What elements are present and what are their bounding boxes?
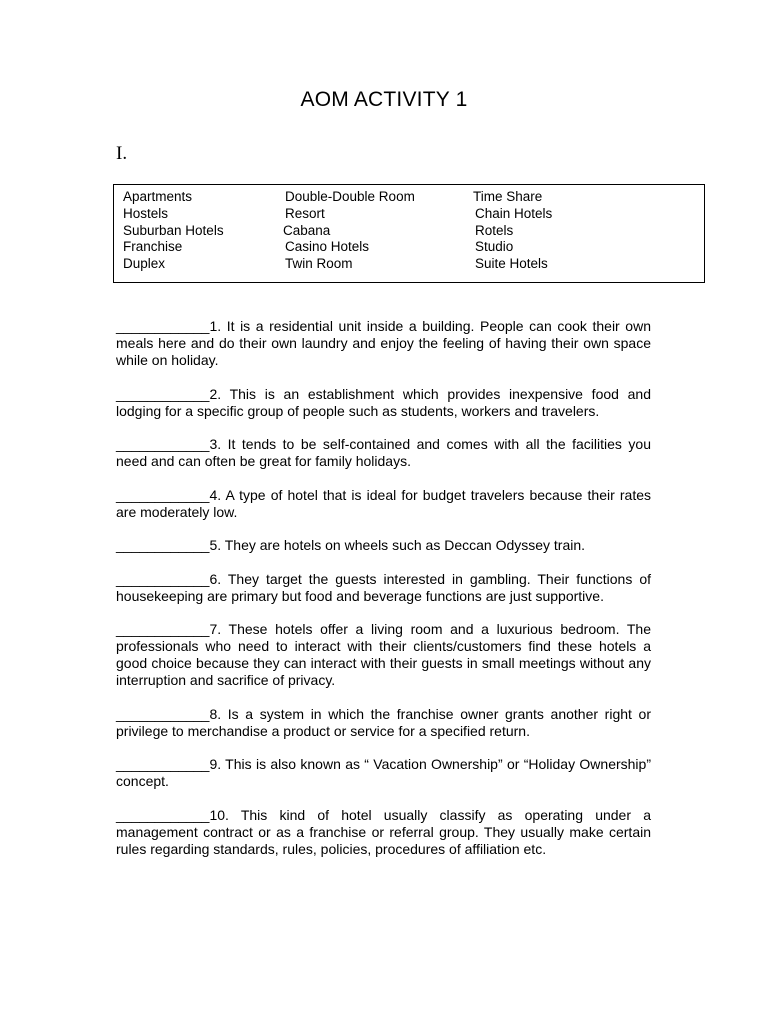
word-bank-item: Time Share	[473, 189, 543, 204]
answer-blank[interactable]: ____________	[116, 806, 210, 823]
question-item-6	[116, 571, 651, 605]
answer-blank[interactable]: ____________	[116, 318, 210, 334]
word-bank-item: Hostels	[123, 205, 169, 221]
word-bank-item: Twin Room	[285, 256, 353, 272]
word-bank-item: Chain Hotels	[475, 205, 553, 221]
question-list	[116, 318, 651, 874]
question-item-8	[116, 706, 651, 740]
word-bank-item: Suite Hotels	[475, 256, 548, 272]
question-item-9	[116, 756, 651, 790]
question-text: 9. This is also known as “ Vacation Ownership” or “Holiday Ownership” concept.	[116, 756, 651, 789]
question-text: 3. It tends to be self-contained and comes with all the facilities you need and can often be great for family holidays.	[116, 436, 651, 469]
question-text: 4. A type of hotel that is ideal for budget travelers because their rates are moderately low.	[116, 486, 651, 520]
word-bank-item: Suburban Hotels	[123, 222, 224, 238]
question-text: 7. These hotels offer a living room and a luxurious bedroom. The professionals who need to interact with their clients/customers find these hotels a good choice because they can interact with their guests in small meetings without any interruption and sacrifice of privacy.	[116, 621, 651, 688]
answer-blank[interactable]: ____________	[116, 705, 210, 722]
word-bank-box	[113, 184, 705, 283]
word-bank-item: Cabana	[283, 222, 331, 238]
answer-blank[interactable]: ____________	[116, 621, 210, 637]
question-item-3	[116, 436, 651, 470]
question-item-2	[116, 386, 651, 420]
word-bank-item: Duplex	[123, 256, 166, 272]
question-text: 5. They are hotels on wheels such as Deccan Odyssey train.	[209, 537, 586, 553]
answer-blank[interactable]: ____________	[116, 385, 210, 402]
question-text: 1. It is a residential unit inside a building. People can cook their own meals here and do their own laundry and enjoy the feeling of having their own space while on holiday.	[116, 318, 651, 368]
question-item-4	[116, 487, 651, 521]
question-item-5	[116, 537, 651, 554]
word-bank-column-3	[473, 189, 552, 273]
word-bank-item: Resort	[285, 205, 325, 221]
word-bank-item: Double-Double Room	[285, 189, 415, 204]
word-bank-column-2	[285, 189, 415, 273]
answer-blank[interactable]: ____________	[116, 756, 210, 772]
question-item-7	[116, 621, 651, 689]
word-bank-item: Apartments	[123, 189, 193, 204]
word-bank-column-1	[123, 189, 224, 273]
word-bank-item: Studio	[475, 239, 514, 255]
word-bank-item: Franchise	[123, 239, 183, 255]
question-text: 8. Is a system in which the franchise owner grants another right or privilege to merchandise a product or service for a specified return.	[116, 705, 651, 739]
question-item-1	[116, 318, 651, 369]
question-text: 2. This is an establishment which provides inexpensive food and lodging for a specific group of people such as students, workers and travelers.	[116, 385, 651, 419]
word-bank-item: Rotels	[475, 222, 514, 238]
question-text: 6. They target the guests interested in gambling. Their functions of housekeeping are primary but food and beverage functions are just supportive.	[116, 570, 651, 604]
answer-blank[interactable]: ____________	[116, 436, 210, 452]
answer-blank[interactable]: ____________	[116, 570, 210, 587]
document-title: AOM ACTIVITY 1	[300, 88, 468, 111]
question-item-10	[116, 807, 651, 858]
answer-blank[interactable]: ____________	[116, 486, 210, 503]
answer-blank[interactable]: ____________	[116, 537, 210, 553]
section-label: I.	[116, 143, 128, 164]
question-text: 10. This kind of hotel usually classify as operating under a management contract or as a franchise or referral group. They usually make certain rules regarding standards, rules, policies, procedures of affiliation etc.	[116, 806, 651, 857]
word-bank-item: Casino Hotels	[285, 239, 370, 255]
